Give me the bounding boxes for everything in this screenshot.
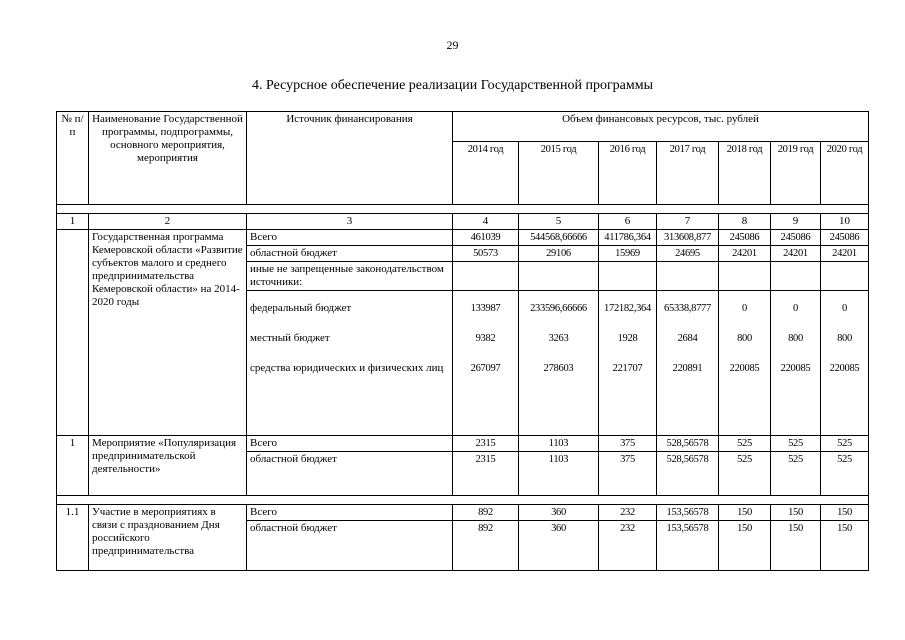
value: 220085 (729, 363, 760, 374)
value: 800 (737, 333, 752, 344)
value-cell (657, 291, 719, 436)
value-cell: 50573 (453, 246, 519, 262)
value: 220085 (829, 363, 860, 374)
value-cell: 411786,364 (599, 230, 657, 246)
year-header: 2020 год (821, 142, 869, 205)
col-number: 8 (719, 214, 771, 230)
value-cell: 525 (771, 452, 821, 496)
spacer-row (57, 205, 869, 214)
value: 278603 (543, 363, 574, 374)
year-header: 2016 год (599, 142, 657, 205)
value-cell: 153,56578 (657, 505, 719, 521)
value-cell: 232 (599, 505, 657, 521)
value-cell: 245086 (719, 230, 771, 246)
value-cell: 525 (719, 436, 771, 452)
value: 800 (837, 333, 852, 344)
measure-num: 1.1 (57, 505, 89, 571)
value: 2684 (677, 333, 698, 344)
col-number: 10 (821, 214, 869, 230)
value-cell: 2315 (453, 436, 519, 452)
value: 133987 (470, 303, 501, 314)
source-label: Всего (247, 436, 453, 452)
value-cell: 150 (771, 521, 821, 571)
value-cell (821, 291, 869, 436)
value-cell: 2315 (453, 452, 519, 496)
value: 220085 (780, 363, 811, 374)
value-cell: 150 (821, 505, 869, 521)
value-cell: 150 (771, 505, 821, 521)
year-header: 2018 год (719, 142, 771, 205)
value: 233596,66666 (530, 303, 587, 314)
value-cell: 245086 (771, 230, 821, 246)
col-number: 7 (657, 214, 719, 230)
value: 65338,8777 (664, 303, 711, 314)
value: 1928 (617, 333, 638, 344)
value-cell: 15969 (599, 246, 657, 262)
value-cell: 29106 (519, 246, 599, 262)
column-number-row (57, 214, 869, 230)
program-num (57, 230, 89, 436)
value-cell: 360 (519, 521, 599, 571)
measure-num: 1 (57, 436, 89, 496)
value: 0 (842, 303, 847, 314)
col-number: 1 (57, 214, 89, 230)
header-name: Наименование Государственной программы, подпрограммы, основного мероприятия, мероприятия (89, 112, 247, 205)
value: 800 (788, 333, 803, 344)
section-title: 4. Ресурсное обеспечение реализации Государственной программы (251, 78, 654, 93)
value-cell: 1103 (519, 452, 599, 496)
resource-table (56, 111, 869, 571)
year-header: 2019 год (771, 142, 821, 205)
source-label: иные не запрещенные законодательством источники: (247, 262, 453, 291)
value: 3263 (548, 333, 569, 344)
value-cell: 150 (821, 521, 869, 571)
source-labels-group (247, 291, 453, 436)
col-number: 3 (247, 214, 453, 230)
value-cell: 525 (821, 436, 869, 452)
year-header: 2015 год (519, 142, 599, 205)
measure-name: Участие в мероприятиях в связи с празднованием Дня российского предпринимательства (89, 505, 247, 571)
value-cell: 360 (519, 505, 599, 521)
col-number: 9 (771, 214, 821, 230)
value-cell (771, 291, 821, 436)
value: 0 (742, 303, 747, 314)
table-row (57, 230, 869, 246)
value-cell: 24201 (771, 246, 821, 262)
value-cell: 313608,877 (657, 230, 719, 246)
value-cell: 544568,66666 (519, 230, 599, 246)
value-cell (719, 291, 771, 436)
value-cell: 528,56578 (657, 452, 719, 496)
source-label: областной бюджет (247, 452, 453, 496)
header-source: Источник финансирования (247, 112, 453, 205)
value: 221707 (612, 363, 643, 374)
value: 9382 (475, 333, 496, 344)
measure-name: Мероприятие «Популяризация предпринимательской деятельности» (89, 436, 247, 496)
source-label: областной бюджет (247, 521, 453, 571)
col-number: 5 (519, 214, 599, 230)
value-cell: 150 (719, 521, 771, 571)
value-cell: 232 (599, 521, 657, 571)
value: 172182,364 (604, 303, 651, 314)
value: 267097 (470, 363, 501, 374)
source-label: федеральный бюджет (250, 302, 352, 314)
source-label: областной бюджет (247, 246, 453, 262)
value-cell: 525 (821, 452, 869, 496)
col-number: 2 (89, 214, 247, 230)
col-number: 6 (599, 214, 657, 230)
source-label: Всего (247, 505, 453, 521)
value-cell: 1103 (519, 436, 599, 452)
value-cell: 892 (453, 505, 519, 521)
value: 220891 (672, 363, 703, 374)
program-name: Государственная программа Кемеровской области «Развитие субъектов малого и среднего предпринимательства Кемеровской области» на 2014-2020 годы (89, 230, 247, 436)
value-cell: 245086 (821, 230, 869, 246)
value-cell: 375 (599, 452, 657, 496)
spacer-row (57, 496, 869, 505)
value-cell: 150 (719, 505, 771, 521)
value-cell (519, 291, 599, 436)
value-cell: 24201 (719, 246, 771, 262)
year-header: 2014 год (453, 142, 519, 205)
value-cell: 525 (719, 452, 771, 496)
value-cell: 24695 (657, 246, 719, 262)
table-row (57, 505, 869, 521)
col-number: 4 (453, 214, 519, 230)
value-cell: 525 (771, 436, 821, 452)
header-num: № п/п (57, 112, 89, 205)
source-label: Всего (247, 230, 453, 246)
table-row (57, 436, 869, 452)
value-cell: 461039 (453, 230, 519, 246)
page-number: 29 (446, 38, 459, 52)
value-cell (453, 291, 519, 436)
source-label: средства юридических и физических лиц (250, 362, 444, 374)
value-cell: 528,56578 (657, 436, 719, 452)
value-cell: 153,56578 (657, 521, 719, 571)
value-cell: 892 (453, 521, 519, 571)
year-header: 2017 год (657, 142, 719, 205)
value-cell: 24201 (821, 246, 869, 262)
header-volume: Объем финансовых ресурсов, тыс. рублей (453, 112, 869, 142)
source-label: местный бюджет (250, 332, 330, 344)
value: 0 (793, 303, 798, 314)
value-cell (599, 291, 657, 436)
value-cell: 375 (599, 436, 657, 452)
